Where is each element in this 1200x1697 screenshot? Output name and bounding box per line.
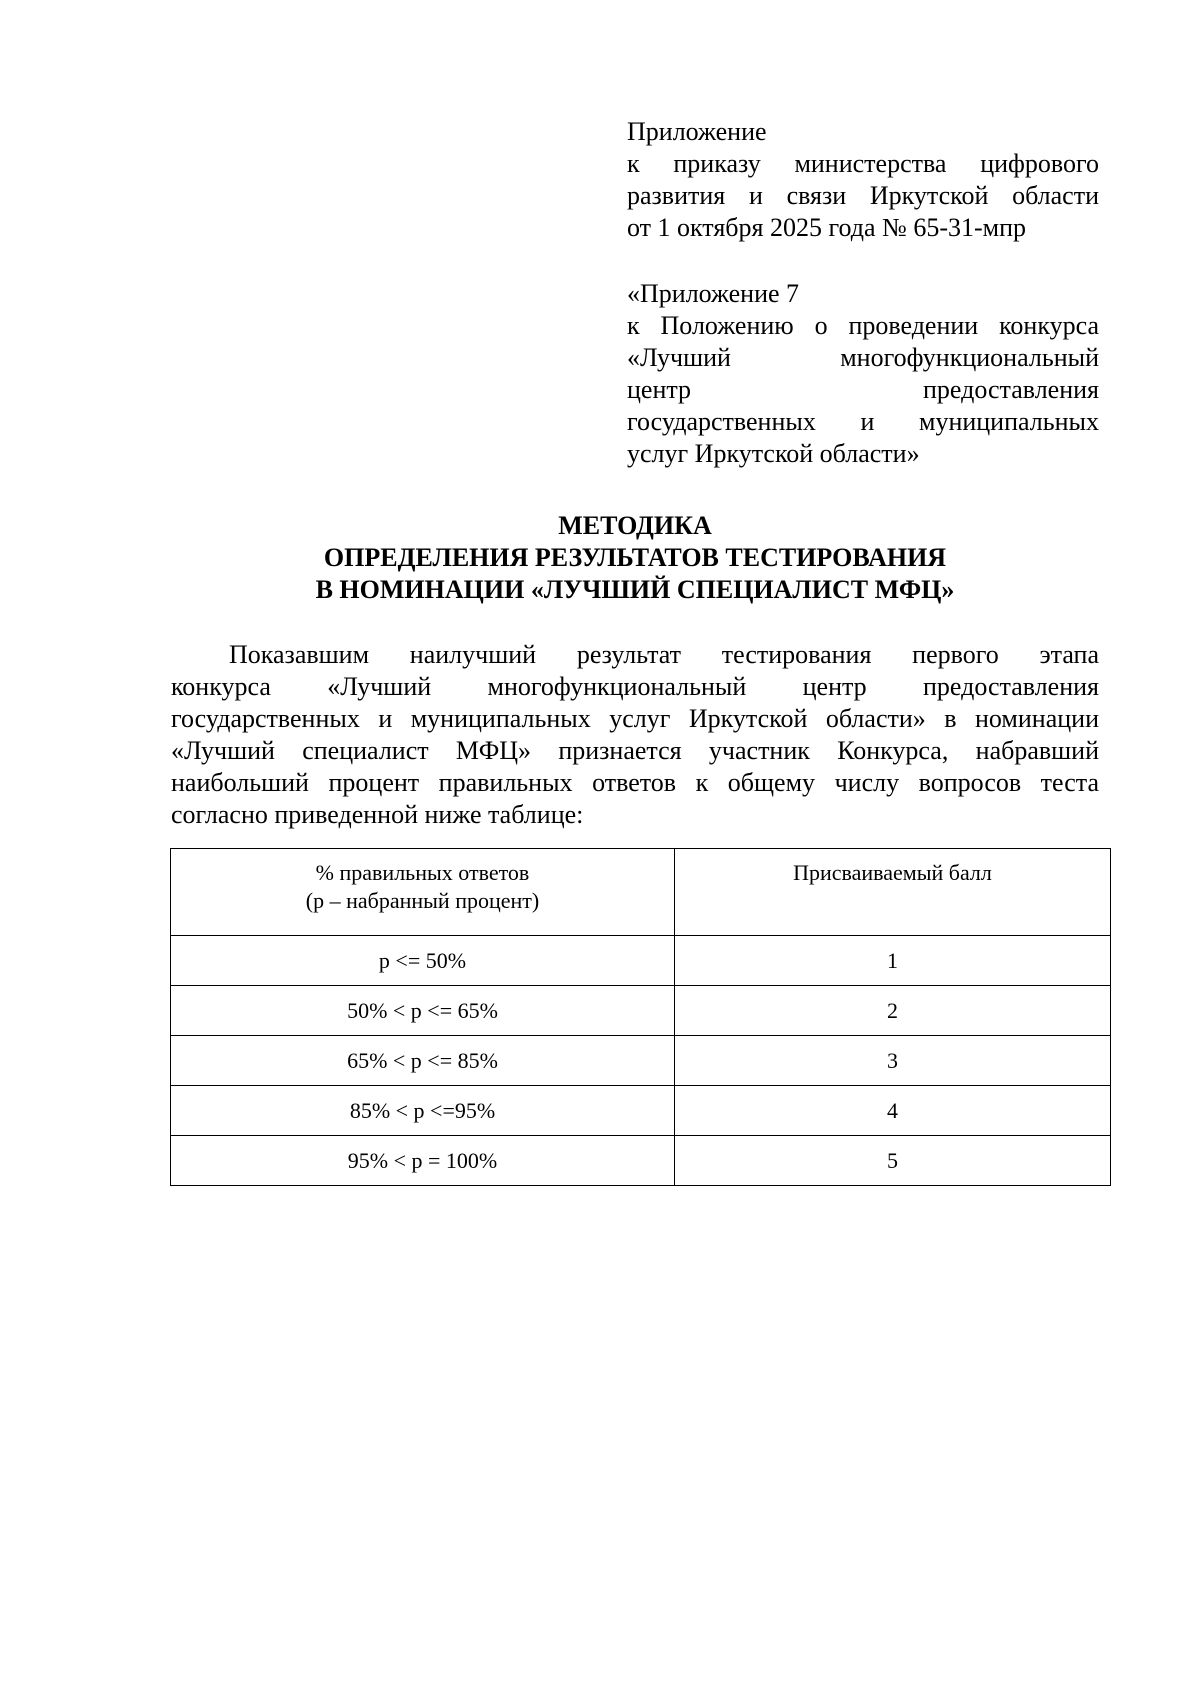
table-row: [171, 936, 1111, 986]
appendix-line: «Приложение 7: [627, 279, 800, 308]
score-cell: 5: [675, 1136, 1111, 1186]
header-percent-note: (p – набранный процент): [305, 888, 540, 913]
range-cell: 85% < p <=95%: [171, 1086, 675, 1136]
score-table: [170, 848, 1111, 1186]
document-title: [171, 510, 1099, 606]
body-line: государственных и муниципальных услуг Иркутской области» в номинации: [171, 704, 1099, 733]
body-line: конкурса «Лучший многофункциональный центр предоставления: [171, 672, 1099, 701]
header-percent-label: % правильных ответов: [315, 860, 530, 885]
score-cell: 1: [675, 936, 1111, 986]
body-line: Показавшим наилучший результат тестирования первого этапа: [229, 640, 1099, 669]
table-row: [171, 986, 1111, 1036]
title-line: МЕТОДИКА: [558, 511, 712, 540]
approval-line: Приложение: [627, 117, 767, 146]
body-line: «Лучший специалист МФЦ» признается участник Конкурса, набравший: [171, 736, 1099, 765]
table-row: [171, 1036, 1111, 1086]
header-cell-percent: [171, 849, 675, 936]
approval-block: [627, 116, 1099, 244]
body-line: наибольший процент правильных ответов к общему числу вопросов теста: [171, 768, 1099, 797]
range-cell: 95% < p = 100%: [171, 1136, 675, 1186]
header-cell-score: Присваиваемый балл: [675, 849, 1111, 936]
table-row: [171, 1086, 1111, 1136]
table-row: [171, 1136, 1111, 1186]
appendix-block: [627, 278, 1099, 470]
range-cell: p <= 50%: [171, 936, 675, 986]
appendix-line: услуг Иркутской области»: [627, 439, 920, 468]
score-cell: 3: [675, 1036, 1111, 1086]
appendix-line: центр предоставления: [627, 375, 1099, 404]
range-cell: 65% < p <= 85%: [171, 1036, 675, 1086]
range-cell: 50% < p <= 65%: [171, 986, 675, 1036]
approval-line: от 1 октября 2025 года № 65-31-мпр: [627, 213, 1027, 242]
body-paragraph: [171, 639, 1099, 831]
approval-line: развития и связи Иркутской области: [627, 181, 1099, 210]
table-header-row: [171, 849, 1111, 936]
title-line: ОПРЕДЕЛЕНИЯ РЕЗУЛЬТАТОВ ТЕСТИРОВАНИЯ: [323, 543, 947, 572]
appendix-line: «Лучший многофункциональный: [627, 343, 1099, 372]
appendix-line: к Положению о проведении конкурса: [627, 311, 1099, 340]
score-cell: 4: [675, 1086, 1111, 1136]
approval-line: к приказу министерства цифрового: [627, 149, 1099, 178]
appendix-line: государственных и муниципальных: [627, 407, 1099, 436]
score-cell: 2: [675, 986, 1111, 1036]
title-line: В НОМИНАЦИИ «ЛУЧШИЙ СПЕЦИАЛИСТ МФЦ»: [315, 575, 955, 604]
body-line: согласно приведенной ниже таблице:: [171, 800, 584, 829]
